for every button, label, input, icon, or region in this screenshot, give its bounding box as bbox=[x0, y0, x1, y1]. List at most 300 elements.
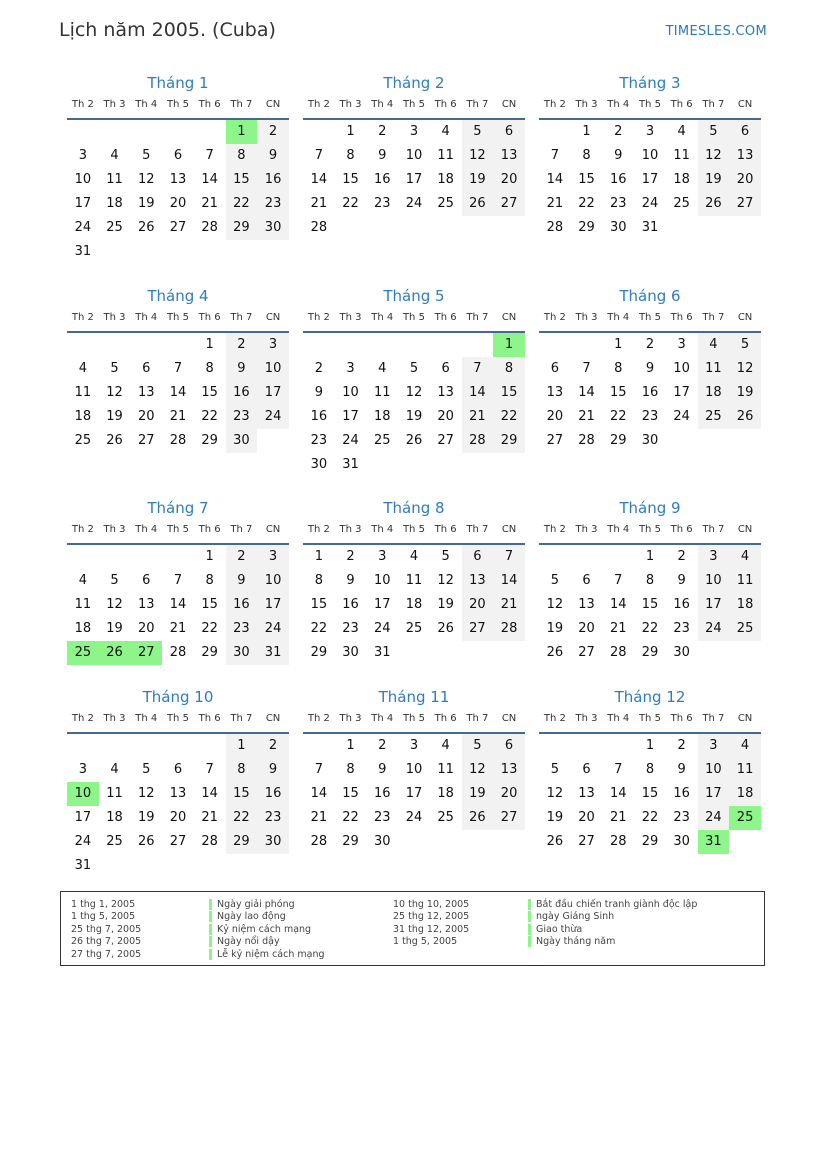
holiday-day-cell: 31 bbox=[698, 830, 730, 854]
day-cell: 10 bbox=[673, 361, 690, 376]
legend-holiday-name: Lễ kỷ niệm cách mạng bbox=[209, 949, 325, 960]
weekday-label: Th 7 bbox=[702, 312, 725, 323]
day-cell: 2 bbox=[257, 734, 289, 758]
day-cell: 29 bbox=[641, 834, 659, 849]
month-title: Tháng 12 bbox=[614, 688, 686, 706]
day-cell: 11 bbox=[729, 758, 761, 782]
day-cell: 20 bbox=[493, 168, 525, 192]
day-cell: 18 bbox=[437, 786, 454, 801]
weekday-label: Th 3 bbox=[575, 713, 598, 724]
month-calendar bbox=[67, 686, 289, 878]
day-cell: 7 bbox=[205, 762, 214, 777]
day-cell: 31 bbox=[641, 220, 659, 235]
day-cell: 24 bbox=[74, 834, 92, 849]
day-cell: 11 bbox=[106, 172, 123, 187]
legend-date: 31 thg 12, 2005 bbox=[393, 923, 470, 935]
empty-cell bbox=[130, 333, 162, 357]
legend-date: 27 thg 7, 2005 bbox=[71, 948, 142, 960]
month-calendar bbox=[539, 497, 761, 665]
day-cell: 6 bbox=[441, 361, 450, 376]
day-cell: 15 bbox=[201, 597, 218, 612]
day-cell: 16 bbox=[226, 593, 258, 617]
day-cell: 12 bbox=[137, 172, 155, 187]
legend-date: 25 thg 12, 2005 bbox=[393, 911, 470, 923]
day-cell: 6 bbox=[729, 120, 761, 144]
day-cell: 12 bbox=[137, 786, 155, 801]
holiday-legend bbox=[60, 891, 765, 966]
day-cell: 27 bbox=[137, 433, 155, 448]
day-cell: 30 bbox=[641, 433, 659, 448]
day-cell: 27 bbox=[493, 192, 525, 216]
day-cell: 27 bbox=[493, 806, 525, 830]
day-cell: 4 bbox=[677, 124, 686, 139]
day-cell: 20 bbox=[462, 593, 494, 617]
day-cell: 28 bbox=[462, 429, 494, 453]
month-calendar bbox=[67, 497, 289, 665]
weekday-label: Th 4 bbox=[607, 312, 630, 323]
day-cell: 21 bbox=[201, 810, 218, 825]
day-cell: 6 bbox=[493, 734, 525, 758]
day-cell: 10 bbox=[698, 758, 730, 782]
weekday-label: Th 2 bbox=[307, 524, 330, 535]
day-cell: 6 bbox=[550, 361, 559, 376]
weekday-label: Th 6 bbox=[198, 524, 221, 535]
day-cell: 9 bbox=[614, 148, 623, 163]
empty-cell bbox=[99, 120, 131, 144]
weekday-label: Th 6 bbox=[434, 713, 457, 724]
day-cell: 13 bbox=[137, 597, 155, 612]
day-cell: 26 bbox=[137, 220, 155, 235]
weekday-header bbox=[67, 307, 289, 333]
day-cell: 6 bbox=[142, 361, 151, 376]
day-cell: 30 bbox=[226, 641, 258, 665]
day-cell: 17 bbox=[74, 810, 92, 825]
empty-cell bbox=[366, 333, 398, 357]
day-grid bbox=[67, 734, 289, 878]
day-cell: 21 bbox=[169, 409, 187, 424]
day-grid bbox=[539, 545, 761, 665]
day-cell: 16 bbox=[342, 597, 359, 612]
holiday-day-cell: 26 bbox=[99, 641, 131, 665]
day-cell: 13 bbox=[493, 758, 525, 782]
day-cell: 12 bbox=[546, 597, 564, 612]
day-cell: 16 bbox=[373, 172, 391, 187]
day-cell: 2 bbox=[346, 549, 355, 564]
weekday-label: Th 3 bbox=[103, 312, 126, 323]
day-cell: 9 bbox=[226, 569, 258, 593]
weekday-label: Th 7 bbox=[466, 713, 489, 724]
weekday-label: Th 4 bbox=[371, 99, 394, 110]
day-cell: 25 bbox=[729, 617, 761, 641]
weekday-label: Th 2 bbox=[307, 713, 330, 724]
day-cell: 25 bbox=[405, 621, 423, 636]
day-cell: 21 bbox=[201, 196, 218, 211]
day-cell: 30 bbox=[257, 830, 289, 854]
day-cell: 7 bbox=[173, 361, 183, 376]
day-cell: 29 bbox=[226, 830, 258, 854]
day-cell: 19 bbox=[437, 597, 454, 612]
day-cell: 3 bbox=[698, 734, 730, 758]
day-cell: 16 bbox=[609, 172, 627, 187]
month-title: Tháng 9 bbox=[619, 499, 681, 517]
day-cell: 11 bbox=[729, 569, 761, 593]
day-cell: 12 bbox=[106, 597, 123, 612]
legend-holiday-name: Ngày giải phóng bbox=[209, 899, 295, 910]
day-cell: 21 bbox=[609, 621, 627, 636]
holiday-day-cell: 1 bbox=[493, 333, 525, 357]
day-cell: 23 bbox=[609, 196, 627, 211]
day-cell: 9 bbox=[645, 361, 655, 376]
day-cell: 19 bbox=[106, 621, 123, 636]
day-cell: 30 bbox=[310, 457, 328, 472]
day-cell: 16 bbox=[310, 409, 328, 424]
day-cell: 9 bbox=[257, 144, 289, 168]
day-cell: 28 bbox=[169, 645, 187, 660]
day-cell: 18 bbox=[698, 381, 730, 405]
day-cell: 7 bbox=[173, 573, 183, 588]
legend-dates-left bbox=[71, 899, 141, 961]
day-cell: 27 bbox=[578, 834, 595, 849]
weekday-label: Th 5 bbox=[402, 524, 425, 535]
weekday-label: CN bbox=[737, 713, 753, 724]
empty-cell bbox=[162, 333, 194, 357]
weekday-label: Th 6 bbox=[198, 99, 221, 110]
weekday-header bbox=[67, 519, 289, 545]
day-cell: 8 bbox=[614, 361, 623, 376]
empty-cell bbox=[162, 120, 194, 144]
day-cell: 13 bbox=[578, 786, 595, 801]
day-cell: 5 bbox=[462, 120, 494, 144]
day-cell: 5 bbox=[142, 148, 151, 163]
day-cell: 17 bbox=[257, 593, 289, 617]
weekday-label: Th 5 bbox=[166, 524, 189, 535]
day-cell: 10 bbox=[698, 569, 730, 593]
weekday-label: Th 3 bbox=[575, 99, 598, 110]
legend-holiday-name: Bắt đầu chiến tranh giành độc lập bbox=[528, 899, 697, 910]
day-cell: 29 bbox=[578, 220, 595, 235]
legend-holiday-name: Kỷ niệm cách mạng bbox=[209, 924, 311, 935]
weekday-label: CN bbox=[501, 99, 517, 110]
day-cell: 14 bbox=[546, 172, 564, 187]
day-cell: 8 bbox=[226, 144, 258, 168]
day-cell: 6 bbox=[173, 762, 183, 777]
day-cell: 10 bbox=[257, 357, 289, 381]
day-cell: 27 bbox=[462, 617, 494, 641]
day-cell: 23 bbox=[342, 621, 359, 636]
day-cell: 1 bbox=[346, 738, 355, 753]
day-cell: 18 bbox=[106, 196, 123, 211]
day-cell: 28 bbox=[310, 220, 328, 235]
day-cell: 14 bbox=[578, 385, 595, 400]
weekday-label: CN bbox=[501, 524, 517, 535]
weekday-label: Th 4 bbox=[135, 312, 158, 323]
day-cell: 23 bbox=[673, 621, 690, 636]
day-grid bbox=[303, 545, 525, 665]
day-cell: 18 bbox=[405, 597, 423, 612]
day-cell: 4 bbox=[110, 148, 119, 163]
day-cell: 3 bbox=[677, 337, 686, 352]
day-cell: 1 bbox=[205, 549, 214, 564]
day-cell: 30 bbox=[673, 834, 690, 849]
empty-cell bbox=[398, 333, 430, 357]
day-cell: 5 bbox=[550, 762, 559, 777]
weekday-header bbox=[303, 94, 525, 120]
day-cell: 13 bbox=[137, 385, 155, 400]
day-cell: 12 bbox=[462, 758, 494, 782]
day-cell: 23 bbox=[641, 409, 659, 424]
weekday-label: Th 4 bbox=[371, 312, 394, 323]
day-grid bbox=[67, 333, 289, 453]
empty-cell bbox=[130, 734, 162, 758]
day-cell: 16 bbox=[673, 786, 690, 801]
day-cell: 19 bbox=[546, 621, 564, 636]
day-cell: 18 bbox=[729, 593, 761, 617]
day-grid bbox=[67, 120, 289, 264]
day-cell: 11 bbox=[437, 762, 454, 777]
day-cell: 24 bbox=[405, 810, 423, 825]
day-cell: 1 bbox=[645, 549, 655, 564]
day-cell: 4 bbox=[729, 734, 761, 758]
day-cell: 15 bbox=[342, 786, 359, 801]
day-cell: 4 bbox=[729, 545, 761, 569]
day-cell: 3 bbox=[346, 361, 355, 376]
day-cell: 3 bbox=[409, 738, 419, 753]
day-cell: 20 bbox=[169, 196, 187, 211]
day-cell: 6 bbox=[462, 545, 494, 569]
day-cell: 29 bbox=[342, 834, 359, 849]
day-cell: 1 bbox=[205, 337, 214, 352]
weekday-label: CN bbox=[501, 713, 517, 724]
day-cell: 8 bbox=[205, 361, 214, 376]
month-calendar bbox=[303, 686, 525, 854]
day-cell: 17 bbox=[698, 782, 730, 806]
day-cell: 15 bbox=[226, 168, 258, 192]
day-cell: 4 bbox=[378, 361, 387, 376]
day-cell: 7 bbox=[582, 361, 591, 376]
day-grid bbox=[303, 333, 525, 477]
weekday-label: Th 7 bbox=[466, 99, 489, 110]
empty-cell bbox=[602, 734, 634, 758]
day-cell: 23 bbox=[257, 806, 289, 830]
weekday-label: Th 3 bbox=[103, 524, 126, 535]
day-cell: 17 bbox=[74, 196, 92, 211]
day-cell: 28 bbox=[609, 645, 627, 660]
day-cell: 5 bbox=[142, 762, 151, 777]
day-cell: 2 bbox=[226, 333, 258, 357]
day-cell: 21 bbox=[310, 810, 328, 825]
empty-cell bbox=[539, 545, 571, 569]
day-cell: 26 bbox=[546, 645, 564, 660]
weekday-label: CN bbox=[737, 312, 753, 323]
day-cell: 29 bbox=[310, 645, 328, 660]
day-cell: 4 bbox=[409, 549, 419, 564]
weekday-header bbox=[539, 307, 761, 333]
day-cell: 2 bbox=[614, 124, 623, 139]
day-cell: 6 bbox=[582, 573, 591, 588]
day-cell: 11 bbox=[74, 385, 92, 400]
day-cell: 22 bbox=[641, 621, 659, 636]
weekday-label: Th 6 bbox=[670, 99, 693, 110]
empty-cell bbox=[99, 734, 131, 758]
weekday-label: Th 5 bbox=[166, 713, 189, 724]
day-grid bbox=[303, 120, 525, 240]
day-cell: 8 bbox=[645, 762, 655, 777]
month-calendar bbox=[303, 497, 525, 665]
day-cell: 7 bbox=[314, 762, 323, 777]
weekday-label: Th 7 bbox=[702, 713, 725, 724]
month-title: Tháng 5 bbox=[383, 287, 445, 305]
day-cell: 13 bbox=[493, 144, 525, 168]
day-cell: 9 bbox=[677, 573, 686, 588]
day-cell: 17 bbox=[342, 409, 359, 424]
weekday-label: Th 5 bbox=[638, 713, 661, 724]
day-cell: 21 bbox=[609, 810, 627, 825]
day-cell: 2 bbox=[645, 337, 655, 352]
day-cell: 14 bbox=[609, 597, 627, 612]
day-cell: 5 bbox=[462, 734, 494, 758]
weekday-label: CN bbox=[265, 713, 281, 724]
day-cell: 10 bbox=[74, 172, 92, 187]
day-cell: 19 bbox=[462, 168, 494, 192]
legend-holiday-name: Ngày nổi dậy bbox=[209, 936, 280, 947]
weekday-header bbox=[539, 708, 761, 734]
day-cell: 24 bbox=[342, 433, 359, 448]
day-cell: 10 bbox=[257, 569, 289, 593]
day-cell: 15 bbox=[342, 172, 359, 187]
day-cell: 11 bbox=[373, 385, 391, 400]
day-cell: 24 bbox=[405, 196, 423, 211]
legend-names-left bbox=[209, 899, 325, 961]
day-cell: 16 bbox=[373, 786, 391, 801]
day-cell: 28 bbox=[493, 617, 525, 641]
day-cell: 19 bbox=[106, 409, 123, 424]
weekday-label: Th 7 bbox=[230, 99, 253, 110]
legend-dates-right bbox=[393, 899, 469, 949]
day-cell: 7 bbox=[550, 148, 559, 163]
day-cell: 14 bbox=[462, 381, 494, 405]
weekday-label: Th 2 bbox=[543, 713, 566, 724]
day-cell: 15 bbox=[578, 172, 595, 187]
empty-cell bbox=[303, 333, 335, 357]
day-cell: 15 bbox=[609, 385, 627, 400]
empty-cell bbox=[571, 333, 603, 357]
day-cell: 9 bbox=[226, 357, 258, 381]
day-cell: 22 bbox=[578, 196, 595, 211]
month-title: Tháng 11 bbox=[378, 688, 450, 706]
day-cell: 22 bbox=[226, 806, 258, 830]
day-cell: 25 bbox=[673, 196, 690, 211]
day-cell: 26 bbox=[729, 405, 761, 429]
day-cell: 24 bbox=[698, 806, 730, 830]
day-cell: 23 bbox=[310, 433, 328, 448]
day-cell: 24 bbox=[698, 617, 730, 641]
legend-holiday-name: Ngày tháng năm bbox=[528, 936, 615, 947]
weekday-header bbox=[67, 94, 289, 120]
day-cell: 13 bbox=[169, 172, 187, 187]
day-cell: 11 bbox=[698, 357, 730, 381]
day-cell: 15 bbox=[641, 786, 659, 801]
weekday-label: Th 2 bbox=[307, 99, 330, 110]
day-cell: 5 bbox=[698, 120, 730, 144]
month-calendar bbox=[303, 285, 525, 477]
empty-cell bbox=[462, 333, 494, 357]
month-title: Tháng 6 bbox=[619, 287, 681, 305]
day-cell: 20 bbox=[137, 409, 155, 424]
day-cell: 13 bbox=[546, 385, 564, 400]
weekday-label: Th 4 bbox=[135, 99, 158, 110]
weekday-label: CN bbox=[265, 99, 281, 110]
day-cell: 10 bbox=[405, 148, 423, 163]
day-cell: 10 bbox=[405, 762, 423, 777]
day-cell: 9 bbox=[257, 758, 289, 782]
day-cell: 29 bbox=[201, 433, 218, 448]
day-cell: 20 bbox=[578, 621, 595, 636]
day-cell: 25 bbox=[698, 405, 730, 429]
legend-date: 1 thg 5, 2005 bbox=[393, 936, 458, 948]
weekday-label: Th 2 bbox=[543, 524, 566, 535]
weekday-label: Th 3 bbox=[103, 99, 126, 110]
day-cell: 2 bbox=[314, 361, 323, 376]
day-cell: 24 bbox=[257, 617, 289, 641]
site-link[interactable]: TIMESLES.COM bbox=[665, 24, 767, 39]
day-cell: 1 bbox=[346, 124, 355, 139]
empty-cell bbox=[539, 120, 571, 144]
day-cell: 22 bbox=[493, 405, 525, 429]
day-cell: 8 bbox=[346, 148, 355, 163]
weekday-label: Th 4 bbox=[607, 524, 630, 535]
day-cell: 3 bbox=[78, 762, 87, 777]
empty-cell bbox=[67, 734, 99, 758]
day-cell: 2 bbox=[226, 545, 258, 569]
day-cell: 26 bbox=[405, 433, 423, 448]
day-cell: 13 bbox=[437, 385, 454, 400]
day-cell: 14 bbox=[169, 385, 187, 400]
weekday-label: Th 6 bbox=[670, 312, 693, 323]
day-cell: 21 bbox=[310, 196, 328, 211]
day-cell: 8 bbox=[582, 148, 591, 163]
month-calendar bbox=[67, 72, 289, 264]
day-cell: 26 bbox=[137, 834, 155, 849]
weekday-label: Th 2 bbox=[307, 312, 330, 323]
day-cell: 25 bbox=[74, 433, 92, 448]
day-cell: 14 bbox=[310, 172, 328, 187]
holiday-day-cell: 1 bbox=[226, 120, 258, 144]
empty-cell bbox=[162, 734, 194, 758]
weekday-label: Th 5 bbox=[638, 524, 661, 535]
day-grid bbox=[303, 734, 525, 854]
weekday-label: Th 5 bbox=[638, 99, 661, 110]
day-cell: 25 bbox=[106, 834, 123, 849]
day-cell: 3 bbox=[698, 545, 730, 569]
weekday-label: CN bbox=[737, 99, 753, 110]
day-cell: 6 bbox=[582, 762, 591, 777]
day-cell: 6 bbox=[142, 573, 151, 588]
month-title: Tháng 8 bbox=[383, 499, 445, 517]
empty-cell bbox=[99, 545, 131, 569]
day-cell: 30 bbox=[673, 645, 690, 660]
empty-cell bbox=[303, 120, 335, 144]
day-cell: 26 bbox=[462, 192, 494, 216]
day-cell: 5 bbox=[110, 361, 119, 376]
holiday-day-cell: 25 bbox=[729, 806, 761, 830]
day-cell: 2 bbox=[257, 120, 289, 144]
day-cell: 4 bbox=[698, 333, 730, 357]
day-cell: 15 bbox=[226, 782, 258, 806]
day-cell: 8 bbox=[205, 573, 214, 588]
weekday-header bbox=[303, 519, 525, 545]
day-cell: 19 bbox=[546, 810, 564, 825]
day-cell: 8 bbox=[314, 573, 323, 588]
